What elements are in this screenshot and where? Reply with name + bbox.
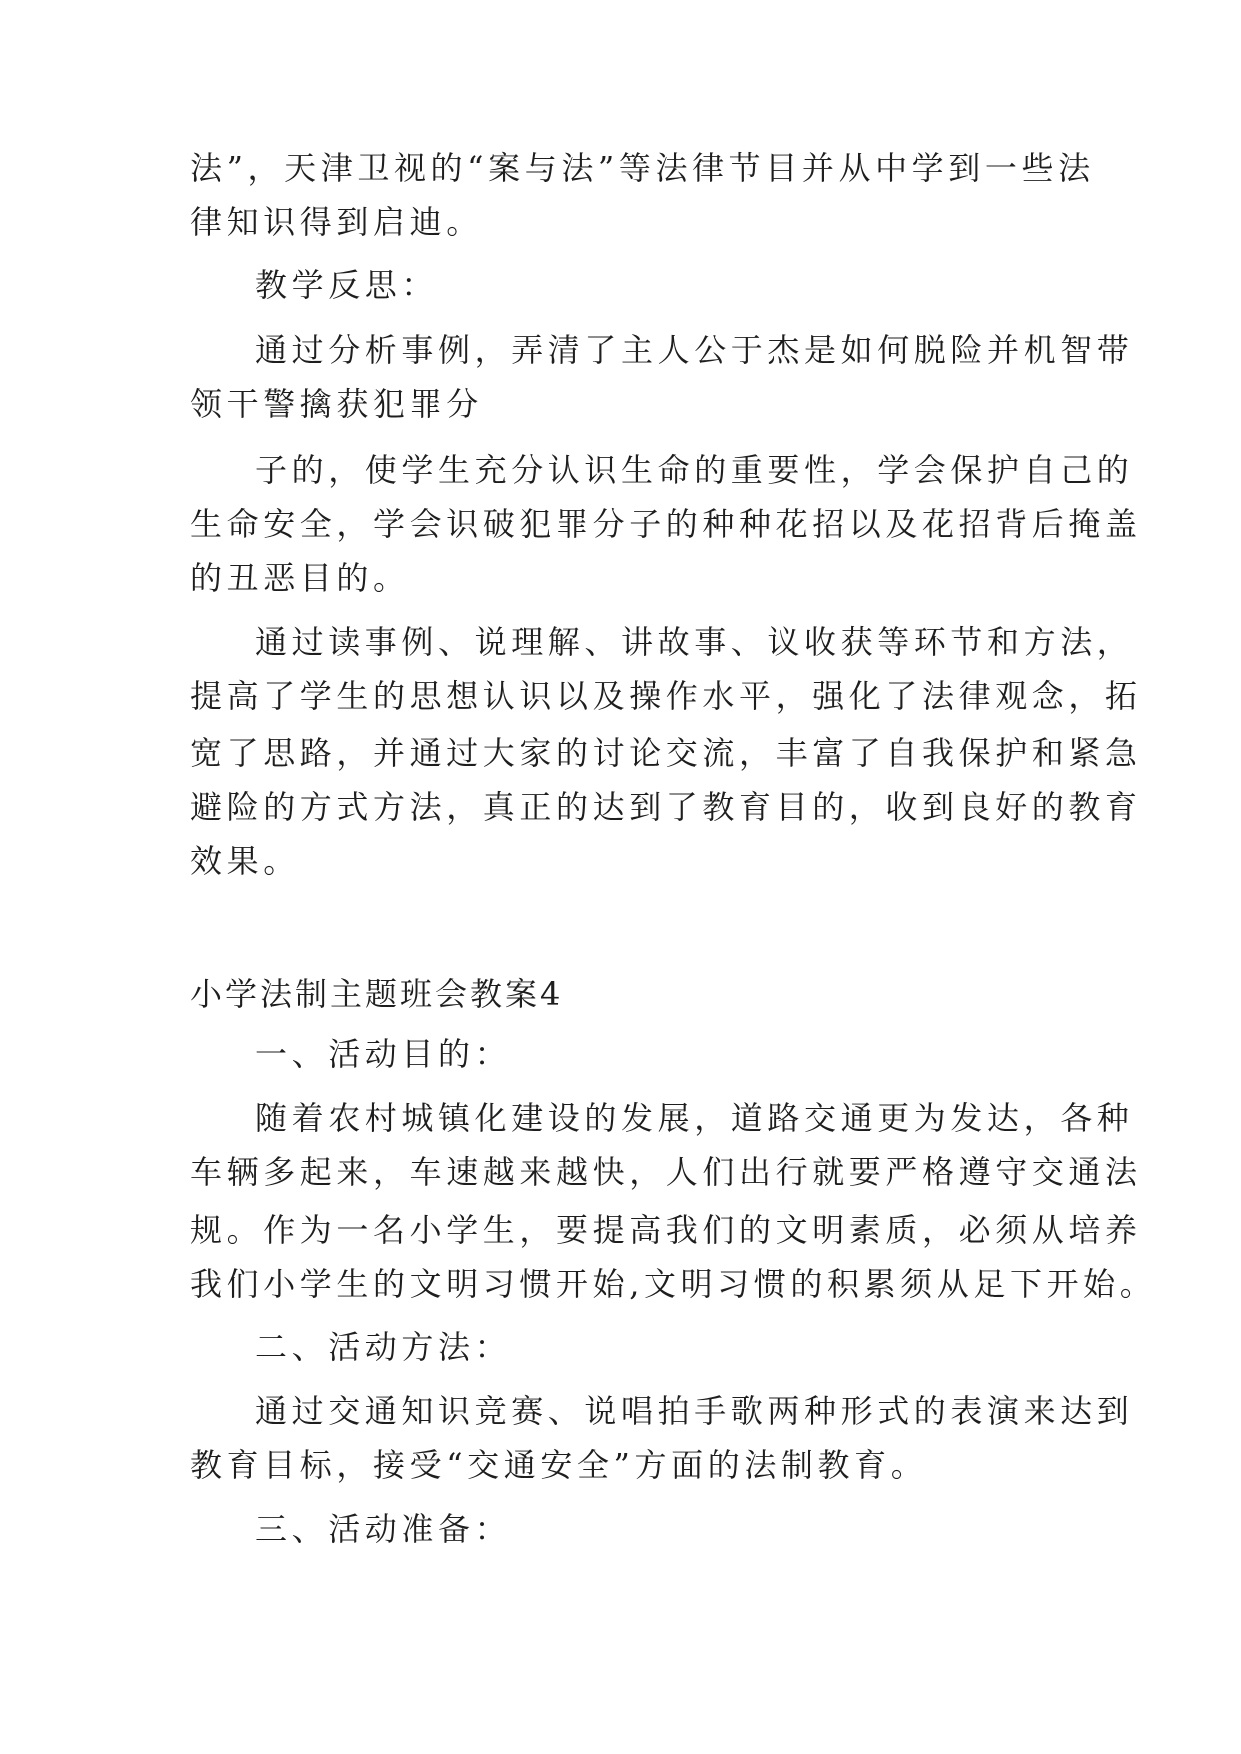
- paragraph-line: 规。作为一名小学生，要提高我们的文明素质，必须从培养: [190, 1211, 1142, 1249]
- paragraph-line: 效果。: [190, 842, 300, 880]
- section-label: 二、活动方法：: [255, 1328, 512, 1366]
- paragraph-line: 随着农村城镇化建设的发展，道路交通更为发达，各种: [255, 1099, 1134, 1137]
- paragraph-line: 领干警擒获犯罪分: [190, 385, 483, 423]
- paragraph-line: 教育目标，接受“交通安全”方面的法制教育。: [190, 1446, 928, 1484]
- paragraph-line: 通过交通知识竞赛、说唱拍手歌两种形式的表演来达到: [255, 1392, 1134, 1430]
- paragraph-line: 子的，使学生充分认识生命的重要性，学会保护自己的: [255, 451, 1134, 489]
- section-label: 教学反思：: [255, 266, 439, 304]
- paragraph-line: 生命安全，学会识破犯罪分子的种种花招以及花招背后掩盖: [190, 505, 1142, 543]
- paragraph-line: 车辆多起来，车速越来越快，人们出行就要严格遵守交通法: [190, 1153, 1142, 1191]
- paragraph-line: 通过分析事例，弄清了主人公于杰是如何脱险并机智带: [255, 331, 1134, 369]
- paragraph-line: 提高了学生的思想认识以及操作水平，强化了法律观念，拓: [190, 677, 1142, 715]
- section-title: 小学法制主题班会教案4: [190, 975, 564, 1013]
- section-label: 三、活动准备：: [255, 1510, 512, 1548]
- paragraph-line: 律知识得到启迪。: [190, 203, 483, 241]
- paragraph-line: 宽了思路，并通过大家的讨论交流，丰富了自我保护和紧急: [190, 734, 1142, 772]
- paragraph-line: 的丑恶目的。: [190, 559, 410, 597]
- paragraph-line: 我们小学生的文明习惯开始,文明习惯的积累须从足下开始。: [190, 1265, 1157, 1303]
- paragraph-line: 通过读事例、说理解、讲故事、议收获等环节和方法，: [255, 623, 1134, 661]
- section-label: 一、活动目的：: [255, 1035, 512, 1073]
- paragraph-line: 法”，天津卫视的“案与法”等法律节目并从中学到一些法: [190, 149, 1095, 187]
- paragraph-line: 避险的方式方法，真正的达到了教育目的，收到良好的教育: [190, 788, 1142, 826]
